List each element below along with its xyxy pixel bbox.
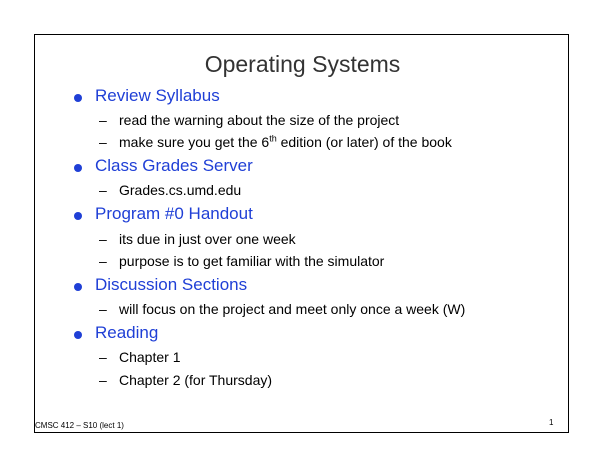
page-number: 1 xyxy=(549,418,554,427)
bullet-dot-icon xyxy=(74,164,82,172)
sub-item-text xyxy=(119,133,452,151)
sub-item-text: read the warning about the size of the project xyxy=(119,112,400,128)
dash-marker: – xyxy=(99,301,107,317)
sub-item-text: Chapter 1 xyxy=(119,349,181,365)
sub-item-text: will focus on the project and meet only once a week (W) xyxy=(119,301,466,317)
bullet-heading: Review Syllabus xyxy=(95,86,220,105)
bullet-heading: Class Grades Server xyxy=(95,156,253,175)
sub-item-due-date xyxy=(0,230,605,248)
sub-item-text: Grades.cs.umd.edu xyxy=(119,182,242,198)
sub-item-chapter-2 xyxy=(0,371,605,389)
bullet-heading: Discussion Sections xyxy=(95,275,248,294)
sub-item-text-prefix: make sure you get the 6 xyxy=(119,134,270,150)
sub-item-discussion-focus xyxy=(0,300,605,318)
dash-marker: – xyxy=(99,112,107,128)
sub-item-grades-url xyxy=(0,181,605,199)
sub-item-text-suffix: edition (or later) of the book xyxy=(276,134,452,150)
dash-marker: – xyxy=(99,253,107,269)
sub-item-purpose xyxy=(0,252,605,270)
slide-title: Operating Systems xyxy=(204,51,401,77)
sub-item-syllabus-warning xyxy=(0,111,605,129)
bullet-dot-icon xyxy=(74,212,82,220)
sub-item-text: purpose is to get familiar with the simulator xyxy=(119,253,385,269)
bullet-heading: Program #0 Handout xyxy=(95,204,253,223)
sub-item-text: its due in just over one week xyxy=(119,231,296,247)
bullet-dot-icon xyxy=(74,331,82,339)
sub-item-text: Chapter 2 (for Thursday) xyxy=(119,372,273,388)
bullet-heading: Reading xyxy=(95,323,159,342)
dash-marker: – xyxy=(99,372,107,388)
edition-superscript: th xyxy=(269,133,277,144)
dash-marker: – xyxy=(99,349,107,365)
sub-item-book-edition xyxy=(0,133,605,151)
bullet-dot-icon xyxy=(74,283,82,291)
dash-marker: – xyxy=(99,182,107,198)
footer-course-label: CMSC 412 – S10 (lect 1) xyxy=(35,421,124,430)
bullet-dot-icon xyxy=(74,94,82,102)
dash-marker: – xyxy=(99,231,107,247)
dash-marker: – xyxy=(99,134,107,150)
sub-item-chapter-1 xyxy=(0,348,605,366)
